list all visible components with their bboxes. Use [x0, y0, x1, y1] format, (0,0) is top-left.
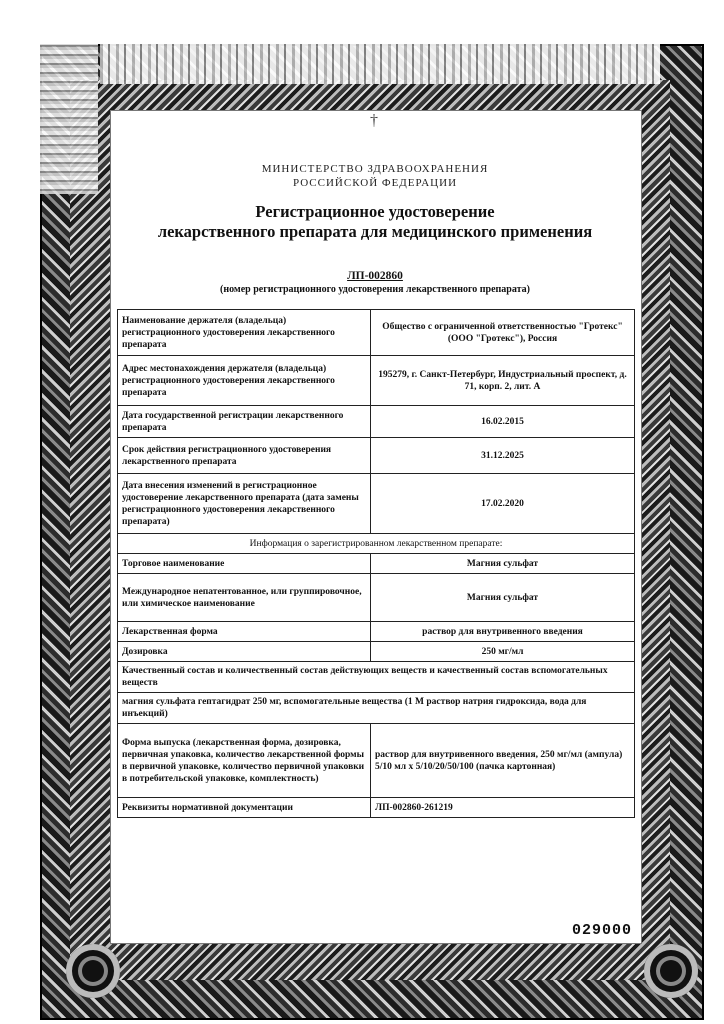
emblem-icon: †: [370, 112, 378, 129]
holder-address-value: 195279, г. Санкт-Петербург, Индустриальный проспект, д. 71, корп. 2, лит. А: [371, 356, 635, 406]
validity-date-value: 31.12.2025: [371, 438, 635, 474]
registration-number: ЛП-002860: [347, 270, 403, 282]
table-row: [118, 356, 635, 406]
normative-doc-value: ЛП-002860-261219: [371, 798, 635, 818]
table-row: [118, 438, 635, 474]
trade-name-label: Торговое наименование: [118, 554, 371, 574]
document-title: [110, 202, 640, 242]
inn-value: Магния сульфат: [371, 574, 635, 622]
dosage-form-value: раствор для внутривенного введения: [371, 622, 635, 642]
table-row: [118, 474, 635, 534]
table-row: [118, 724, 635, 798]
border-scan-artifact: [40, 44, 98, 194]
registration-date-label: Дата государственной регистрации лекарственного препарата: [118, 406, 371, 438]
composition-value: магния сульфата гептагидрат 250 мг, вспомогательные вещества (1 М раствор натрия гидроксида, вода для инъекций): [118, 693, 635, 724]
holder-name-value: Общество с ограниченной ответственностью "Гротекс" (ООО "Гротекс"), Россия: [371, 310, 635, 356]
change-date-label: Дата внесения изменений в регистрационное удостоверение лекарственного препарата (дата замены регистрационного удостоверения лекарственного препарата): [118, 474, 371, 534]
table-row: [118, 622, 635, 642]
drug-section-header: Информация о зарегистрированном лекарственном препарате:: [118, 534, 635, 554]
registration-number-caption: (номер регистрационного удостоверения лекарственного препарата): [220, 284, 530, 295]
registration-date-value: 16.02.2015: [371, 406, 635, 438]
table-row: [118, 310, 635, 356]
ministry-line-2: РОССИЙСКОЙ ФЕДЕРАЦИИ: [292, 177, 458, 189]
trade-name-value: Магния сульфат: [371, 554, 635, 574]
table-row: [118, 662, 635, 693]
normative-doc-label: Реквизиты нормативной документации: [118, 798, 371, 818]
table-row: [118, 574, 635, 622]
table-row: [118, 406, 635, 438]
table-row: [118, 534, 635, 554]
validity-date-label: Срок действия регистрационного удостоверения лекарственного препарата: [118, 438, 371, 474]
corner-ornament-left: [66, 944, 120, 998]
title-line-1: Регистрационное удостоверение: [255, 202, 495, 221]
release-form-label: Форма выпуска (лекарственная форма, дозировка, первичная упаковка, количество лекарственной формы в первичной упаковке, количество первичной упаковки в потребительской упаковке, комплектность): [118, 724, 371, 798]
inn-label: Международное непатентованное, или группировочное, или химическое наименование: [118, 574, 371, 622]
corner-ornament-right: [644, 944, 698, 998]
holder-address-label: Адрес местонахождения держателя (владельца) регистрационного удостоверения лекарственного препарата: [118, 356, 371, 406]
ministry-header: [110, 162, 640, 190]
certificate-table: [117, 309, 635, 818]
dosage-value: 250 мг/мл: [371, 642, 635, 662]
ministry-line-1: МИНИСТЕРСТВО ЗДРАВООХРАНЕНИЯ: [261, 163, 489, 175]
release-form-value: раствор для внутривенного введения, 250 мг/мл (ампула) 5/10 мл х 5/10/20/50/100 (пачка картонная): [371, 724, 635, 798]
table-row: [118, 554, 635, 574]
table-row: [118, 798, 635, 818]
border-scan-artifact-top: [100, 44, 660, 84]
change-date-value: 17.02.2020: [371, 474, 635, 534]
composition-header: Качественный состав и количественный состав действующих веществ и качественный состав вспомогательных веществ: [118, 662, 635, 693]
dosage-form-label: Лекарственная форма: [118, 622, 371, 642]
holder-name-label: Наименование держателя (владельца) регистрационного удостоверения лекарственного препарата: [118, 310, 371, 356]
table-row: [118, 642, 635, 662]
title-line-2: лекарственного препарата для медицинского применения: [157, 222, 593, 241]
table-row: [118, 693, 635, 724]
dosage-label: Дозировка: [118, 642, 371, 662]
serial-number: 029000: [572, 922, 633, 939]
